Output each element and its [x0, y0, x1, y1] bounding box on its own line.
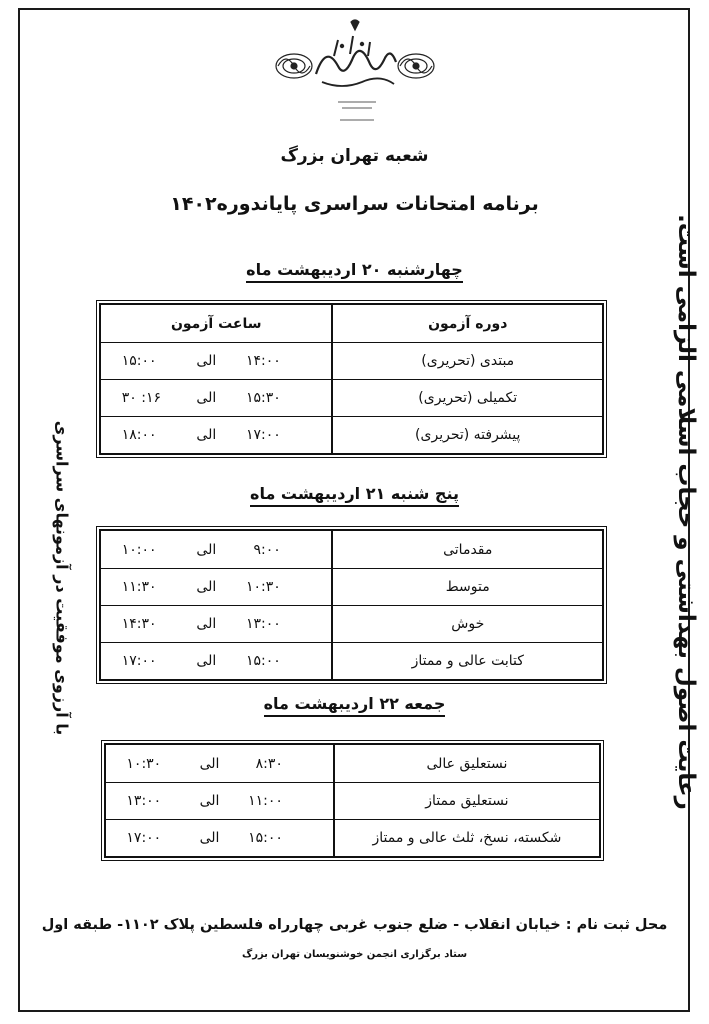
course-name: متوسط: [331, 569, 602, 605]
to-label: الی: [196, 427, 217, 443]
end-time: ۱۷:۰۰: [121, 653, 157, 669]
to-label: الی: [199, 793, 220, 809]
registration-address: محل ثبت نام : خیابان انقلاب - ضلع جنوب غربی چهارراه فلسطین پلاک ۱۱۰۲- طبقه اول: [41, 917, 668, 933]
end-time: ۱۶: ۳۰: [121, 390, 161, 406]
table-row: [101, 531, 602, 569]
hygiene-hijab-notice: رعایت اصول بهداشتی و حجاب اسلامی الزامی است.: [673, 214, 699, 810]
program-title: برنامه امتحانات سراسری پایاندوره۱۴۰۲: [170, 193, 539, 215]
start-time: ۸:۳۰: [255, 755, 283, 772]
to-label: الی: [196, 353, 217, 369]
course-name: خوش: [331, 606, 602, 642]
course-name: کتابت عالی و ممتاز: [331, 643, 602, 679]
end-time: ۱۸:۰۰: [121, 427, 157, 443]
calligraphy-logo-icon: [272, 16, 438, 126]
header-course: دوره آزمون: [331, 305, 602, 342]
start-time: ۱۴:۰۰: [245, 353, 281, 369]
table-row: [106, 820, 599, 856]
day-heading-3: جمعه ۲۲ اردیبهشت ماه: [0, 694, 709, 713]
schedule-table-3: [104, 743, 601, 858]
table-row: [101, 643, 602, 679]
table-row: [101, 569, 602, 606]
to-label: الی: [199, 830, 220, 846]
table-row: [106, 745, 599, 783]
course-name: نستعلیق ممتاز: [333, 783, 599, 819]
course-name: مقدماتی: [331, 531, 602, 568]
start-time: ۱۵:۳۰: [245, 390, 281, 406]
table-row: [101, 343, 602, 380]
to-label: الی: [196, 579, 217, 595]
table-header-row: [101, 305, 602, 343]
to-label: الی: [196, 541, 217, 558]
schedule-table-1: [99, 303, 604, 455]
to-label: الی: [196, 390, 217, 406]
to-label: الی: [196, 653, 217, 669]
start-time: ۱۱:۰۰: [248, 793, 283, 809]
start-time: ۱۵:۰۰: [248, 830, 283, 846]
branch-title: شعبه تهران بزرگ: [280, 146, 429, 166]
end-time: ۱۰:۳۰: [126, 755, 162, 772]
start-time: ۹:۰۰: [253, 541, 281, 558]
course-name: پیشرفته (تحریری): [331, 417, 602, 453]
table-row: [101, 380, 602, 417]
start-time: ۱۰:۳۰: [245, 579, 281, 595]
end-time: ۱۵:۰۰: [121, 353, 157, 369]
good-luck-note: با آرزوی موفقیت در آزمونهای سراسری: [52, 420, 72, 736]
course-name: تکمیلی (تحریری): [331, 380, 602, 416]
course-name: شکسته، نسخ، ثلث عالی و ممتاز: [333, 820, 599, 856]
end-time: ۱۰:۰۰: [121, 541, 157, 558]
table-row: [101, 417, 602, 453]
schedule-table-2: [99, 529, 604, 681]
association-logo: [272, 16, 438, 126]
end-time: ۱۳:۰۰: [126, 793, 162, 809]
end-time: ۱۴:۳۰: [121, 616, 157, 632]
to-label: الی: [196, 616, 217, 632]
course-name: نستعلیق عالی: [333, 745, 599, 782]
course-name: مبتدی (تحریری): [331, 343, 602, 379]
to-label: الی: [199, 755, 220, 772]
day-heading-1: چهارشنبه ۲۰ اردیبهشت ماه: [0, 260, 709, 279]
start-time: ۱۵:۰۰: [245, 653, 281, 669]
end-time: ۱۷:۰۰: [126, 830, 162, 846]
day-heading-2: پنج شنبه ۲۱ اردیبهشت ماه: [0, 484, 709, 503]
table-row: [106, 783, 599, 820]
start-time: ۱۷:۰۰: [245, 427, 281, 443]
header-time: ساعت آزمون: [170, 315, 262, 332]
start-time: ۱۳:۰۰: [245, 616, 281, 632]
table-row: [101, 606, 602, 643]
end-time: ۱۱:۳۰: [121, 579, 157, 595]
organizer-line: ستاد برگزاری انجمن خوشنویسان تهران بزرگ: [241, 949, 468, 960]
